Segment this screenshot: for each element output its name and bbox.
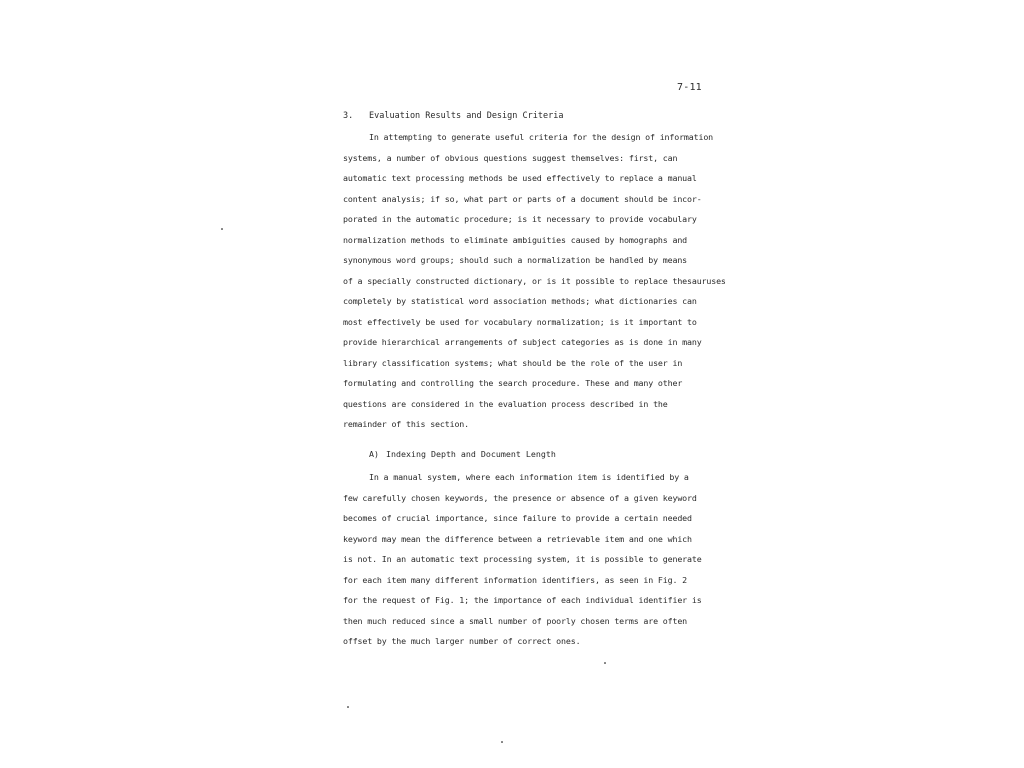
- paragraph-line: automatic text processing methods be used effectively to replace a manual: [343, 173, 697, 183]
- paragraph-line: few carefully chosen keywords, the presence or absence of a given keyword: [343, 492, 697, 503]
- paragraph-line: becomes of crucial importance, since failure to provide a certain needed: [343, 513, 692, 523]
- paragraph-indexing-depth: [343, 467, 743, 652]
- paragraph-line: normalization methods to eliminate ambiguities caused by homographs and: [343, 234, 688, 245]
- page-number: 7-11: [677, 82, 702, 93]
- paragraph-line: most effectively be used for vocabulary normalization; is it important to: [343, 316, 697, 327]
- paragraph-line: is not. In an automatic text processing system, it is possible to generate: [343, 554, 702, 564]
- paragraph-criteria: [343, 127, 743, 435]
- paragraph-line: porated in the automatic procedure; is it necessary to provide vocabulary: [343, 214, 697, 224]
- paragraph-line: In a manual system, where each information item is identified by a: [369, 472, 689, 482]
- paragraph-line: questions are considered in the evaluation process described in the: [343, 398, 668, 409]
- paragraph-line: systems, a number of obvious questions suggest themselves: first, can: [343, 152, 678, 163]
- section-title: Evaluation Results and Design Criteria: [369, 111, 564, 121]
- paragraph-line: formulating and controlling the search procedure. These and many other: [343, 378, 683, 388]
- paragraph-line: library classification systems; what should be the role of the user in: [343, 357, 683, 368]
- paragraph-line: In attempting to generate useful criteria for the design of information: [369, 132, 714, 142]
- subsection-heading: [369, 449, 556, 459]
- paragraph-line: then much reduced since a small number of poorly chosen terms are often: [343, 615, 688, 626]
- paragraph-line: offset by the much larger number of correct ones.: [343, 636, 581, 646]
- paragraph-line: synonymous word groups; should such a normalization be handled by means: [343, 255, 688, 265]
- paragraph-line: keyword may mean the difference between a retrievable item and one which: [343, 533, 692, 544]
- subsection-title: Indexing Depth and Document Length: [386, 449, 556, 459]
- paragraph-line: completely by statistical word association methods; what dictionaries can: [343, 296, 697, 306]
- scan-speck: [604, 662, 606, 664]
- subsection-number: A): [369, 449, 379, 459]
- paragraph-line: remainder of this section.: [343, 419, 469, 429]
- scan-speck: [347, 706, 349, 708]
- section-heading: [343, 111, 563, 121]
- section-number: 3.: [343, 111, 354, 121]
- paragraph-line: of a specially constructed dictionary, or is it possible to replace thesauruses: [343, 275, 726, 286]
- paragraph-line: for each item many different information identifiers, as seen in Fig. 2: [343, 574, 688, 585]
- paragraph-line: content analysis; if so, what part or parts of a document should be incor-: [343, 193, 702, 204]
- paragraph-line: provide hierarchical arrangements of subject categories as is done in many: [343, 337, 702, 347]
- paragraph-line: for the request of Fig. 1; the importance of each individual identifier is: [343, 595, 702, 605]
- scan-speck: [501, 741, 503, 743]
- scan-speck: [221, 228, 223, 230]
